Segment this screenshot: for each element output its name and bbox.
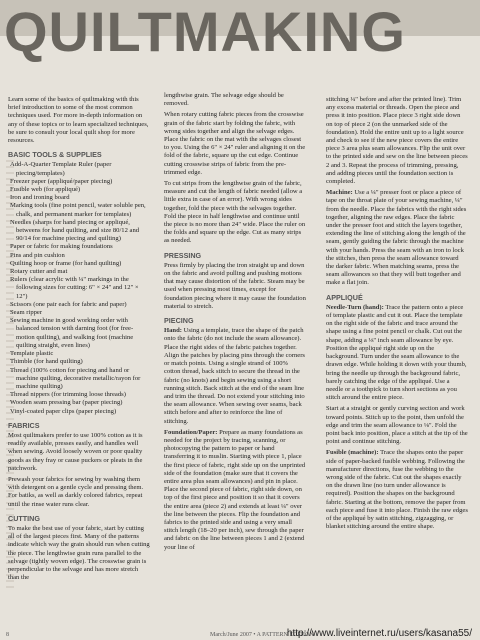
crosswise-paragraph: When rotary cutting fabric pieces from the crosswise grain of the fabric start by folding the fabric, with wrong sides together and align the selvage edges. Place the fabric on the mat with the selvages closest to you. Using the 6" × 24" ruler and aligning it on the fold of the fabric, square up the cut edge. Continue cutting crosswise strips of fabric from the pre-trimmed edge. — [164, 111, 306, 176]
magazine-credit: March/June 2007 • A PATTERN EDITION — [210, 632, 314, 638]
hand-label: Hand: — [164, 327, 182, 335]
list-item: Sewing machine in good working order with balanced tension with darning foot (for free-motion quilting), and walking foot (machine quilting straight, even lines) — [10, 317, 134, 349]
lengthwise-paragraph: To cut strips from the lengthwise grain of the fabric, measure and cut the length of fabric needed (allow a little extra in case of an error). With wrong sides together, fold the piece with the selvages together. Fold the piece in half lengthwise and continue until the piece is no more than 24" wide. Place the ruler on the folds and square up the edge. Cut as many strips as needed. — [164, 180, 306, 245]
needle-turn-paragraph — [326, 304, 468, 402]
fusible-label: Fusible (machine): — [326, 449, 379, 457]
fabrics-heading: FABRICS — [8, 420, 40, 430]
list-item: Marking tools (fine point pencil, water soluble pen, chalk, and permanent marker for templates) — [10, 202, 146, 218]
fabrics-paragraph: Most quiltmakers prefer to use 100% cotton as it is readily available, presses easily, and handles well when sewing. Avoid loosely woven or poor quality goods as they fray or cause puckers or pleats in the patchwork. — [8, 431, 143, 472]
list-item: Seam ripper — [10, 309, 43, 317]
list-item: Iron and ironing board — [10, 194, 70, 202]
foundation-paragraph — [164, 429, 306, 552]
needle-turn-label: Needle-Turn (hand): — [326, 303, 384, 311]
cutting-paragraph: To make the best use of your fabric, start by cutting all of the largest pieces first. Many of the patterns indicate which way the grain should run when cutting the piece. The lengthwise grain runs parallel to the selvage (tightly woven edge). The crosswise grain is perpendicular to the selvage and has more stretch than the — [8, 524, 150, 582]
machine-label: Machine: — [326, 189, 353, 197]
cutting-heading: CUTTING — [8, 513, 40, 523]
hand-piecing-paragraph — [164, 327, 306, 425]
page-title: QUILTMAKING — [4, 0, 406, 63]
list-item: Template plastic — [10, 350, 54, 358]
cutting-continued: lengthwise grain. The selvage edge should be removed. — [164, 92, 284, 108]
list-item: Fusible web (for appliqué) — [10, 186, 81, 194]
needle-turn-paragraph-2: Start at a straight or gently curving section and work toward points. Stitch up to the point, then unfold the edge and trim the seam allowance to ⅛". Fold the point back into position, place a stitch at the tip of the point and continue stitching. — [326, 405, 468, 446]
fusible-text: Trace the shapes onto the paper side of paper-backed fusible webbing. Following the manufacturer directions, fuse the webbing to the wrong side of the fabric. Cut out the shapes exactly on the drawn line (no turn under allowance is required). Position the shapes on the background fabric. Starting at the bottom, remove the paper from each piece and fuse it into place. Finish the raw edges of the appliqué by satin stitching, zigzagging, or blanket stitching around the entire shape. — [326, 449, 468, 531]
list-item: Pins and pin cushion — [10, 251, 65, 259]
foundation-text: Prepare as many foundations as needed for the project by tracing, scanning, or photocopying the pattern to paper or hand transferring it to muslin. Starting with piece 1, place the first piece of fabric, right side up on the unprinted side of the foundation (make sure that it covers the entire area plus seam allowances) and pin in place. Place the second piece of fabric, right side down, on top of the first piece and position it so that it covers the entire area (piece 2) and extends at least ¼" over the line between the pieces. Flip the foundation and fabrics to the printed side and using a very small stitch length (18–20 per inch), sew through the paper and fabric on the line between pieces 1 and 2 (extend your line of — [164, 428, 306, 551]
page-footer — [0, 628, 480, 640]
list-item: Scissors (one pair each for fabric and paper) — [10, 300, 127, 308]
piecing-heading: PIECING — [164, 316, 194, 326]
watermark-url[interactable]: http://www.liveinternet.ru/users/kasana55/ — [286, 628, 472, 639]
list-item: Vinyl-coated paper clips (paper piecing) — [10, 407, 117, 415]
foundation-continued: stitching ¼" before and after the printed line). Trim any excess material or threads. Open the piece and press it into position. Place piece 3 right side down on top of piece 2 (on the unmarked side of the foundation). Hold the entire unit up to a light source and check to see if the new piece covers the entire piece 3 area plus seam allowances. Flip the unit over to the printed side and sew on the line between pieces 2 and 3. Repeat the process of trimming, pressing, and adding pieces until the foundation section is completed. — [326, 96, 468, 186]
needle-turn-text: Trace the pattern onto a piece of template plastic and cut it out. Place the template on the right side of the fabric and trace around the shape using a fine point pencil or chalk. Cut out the shape, adding a ⅛" inch seam allowance by eye. Position the appliqué right side up on the background. Turn under the seam allowance to the drawn edge. While holding it down with your thumb, bring the needle up through the background fabric, barely catching the edge of the appliqué. Use a needle or a toothpick to turn short sections as you stitch around the entire piece. — [326, 303, 467, 402]
column-3 — [326, 96, 468, 534]
list-item: Rotary cutter and mat — [10, 268, 68, 276]
column-2 — [164, 92, 306, 555]
list-item: Paper or fabric for making foundations — [10, 243, 113, 251]
foundation-label: Foundation/Paper: — [164, 428, 218, 436]
page-header — [0, 0, 480, 78]
tools-heading: BASIC TOOLS & SUPPLIES — [8, 150, 102, 160]
pressing-paragraph: Press firmly by placing the iron straight up and down on the fabric and avoid pulling and pushing motions that may cause distortion of the fabric. Steam may be used when pressing most times, except for foundation piecing where it may cause the foundation material to stretch. — [164, 261, 306, 310]
list-item: Thread nippers (for trimming loose threads) — [10, 391, 126, 399]
list-item: Add-A-Quarter Template Ruler (paper piecing/templates) — [10, 161, 112, 177]
intro-paragraph: Learn some of the basics of quiltmaking with this brief introduction to some of the most common techniques used. For more in-depth information on any of these topics or to learn specialized techniques, be sure to consult your local quilt shop for more resources. — [8, 96, 149, 145]
list-item: Needles (sharps for hand piecing or appliqué, betweens for hand quilting, and size 80/12 and 90/14 for machine piecing and quilting) — [10, 218, 140, 243]
tools-list — [8, 161, 150, 415]
machine-text: Use a ¼" presser foot or place a piece of tape on the throat plate of your sewing machine, ¼" from the needle. Place the fabrics with the right sides together, aligning the raw edges. Place the fabric under the presser foot and stitch the layers together, extending the line of stitching along the length of the seam, gently guiding the fabric through the machine with your hands. Press the seam with an iron to lock the stitches, then press the seam allowance toward the darker fabric. When matching seams, press the seam allowances so that they will butt together and make a flat join. — [326, 189, 467, 287]
list-item: Thread (100% cotton for piecing and hand or machine quilting, decorative metallic/rayon for machine quilting) — [10, 366, 141, 390]
fabrics-paragraph: Prewash your fabrics for sewing by washing them with detergent on a gentle cycle and pressing them. For batiks, as well as darkly colored fabrics, repeat until the rinse water runs clear. — [8, 475, 144, 508]
applique-heading: APPLIQUÉ — [326, 292, 363, 302]
machine-paragraph — [326, 189, 468, 287]
list-item: Wooden seam pressing bar (paper piecing) — [10, 399, 123, 407]
list-item: Thimble (for hand quilting) — [10, 358, 83, 366]
pressing-heading: PRESSING — [164, 250, 202, 260]
column-1 — [8, 96, 150, 585]
list-item: Rulers (clear acrylic with ¼" markings in the following sizes for cutting: 6" × 24" and 12" × 12") — [10, 276, 139, 300]
list-item: Quilting hoop or frame (for hand quilting) — [10, 259, 122, 267]
list-item: Freezer paper (appliqué/paper piecing) — [10, 177, 113, 185]
fusible-paragraph — [326, 449, 468, 531]
page-number: 8 — [6, 632, 9, 638]
hand-text: Using a template, trace the shape of the patch onto the fabric (do not include the seam allowance). Place the right sides of the fabric patches together. Align the patches by placing pins through the corners or match points. Using a single strand of 100% cotton thread, back stitch to secure the thread in the fabric (no knots) and begin sewing using a short running stitch. Back stitch at the end of the seam line and trim the thread. Do not extend your stitching into the seam allowance. When sewing over seams, back stitch before and after to reinforce the line of stitching. — [164, 327, 305, 425]
